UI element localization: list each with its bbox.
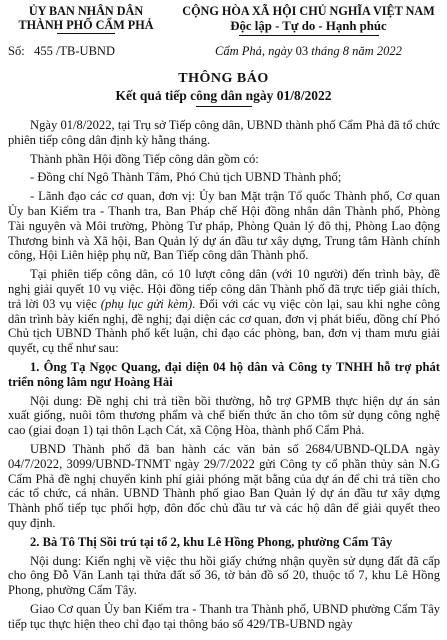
national-motto bbox=[170, 4, 447, 36]
paragraph: Nội dung: Kiến nghị về việc thu hồi giấy chứng nhận quyền sử dụng đất đã cấp cho ông Đỗ Văn Lanh tại thửa đất số 36, tờ bản đồ số 20, thuộc tổ 7, khu Lê Hồng Phong, phường Cẩm Tây. bbox=[8, 553, 440, 598]
paragraph: - Lãnh đạo các cơ quan, đơn vị: Ủy ban Mặt trận Tổ quốc Thành phố, Cơ quan Ủy ban Kiểm tra - Thanh tra, Ban Pháp chế Hội đồng nhân dân Thành phố, Phòng Tài nguyên và Môi trường, Phòng Tư pháp, Phòng Quản lý đô thị, Phòng Lao động Thương binh và Xã hội, Ban Quản lý dự án đầu tư xây dựng, Trung tâm Hành chính công, Hội Liên hiệp phụ nữ, Ban Tiếp công dân Thành phố. bbox=[8, 189, 440, 263]
issue-date: Cẩm Phả, ngày 03 tháng 8 năm 2022 bbox=[215, 44, 402, 58]
document-subtitle: Kết quả tiếp công dân ngày 01/8/2022 bbox=[115, 88, 332, 103]
paragraph: Giao Cơ quan Ủy ban Kiểm tra - Thanh tra Thành phố, UBND phường Cẩm Tây tiếp tục thực hiện theo chỉ đạo tại thông báo số 429/TB-UBND ngày bbox=[8, 601, 440, 631]
document-body bbox=[8, 118, 440, 636]
motto-line-1: CỘNG HÒA XÃ HỘI CHỦ NGHĨA VIỆT NAM bbox=[182, 4, 435, 18]
section-heading-1: 1. Ông Tạ Ngọc Quang, đại diện 04 hộ dân và Công ty TNHH hỗ trợ phát triển nông lâm ngư Hoàng Hải bbox=[8, 359, 440, 389]
agency-line-2: THÀNH PHỐ CẨM PHẢ bbox=[18, 18, 154, 32]
paragraph: Tại phiên tiếp công dân, có 10 lượt công dân (với 10 người) đến trình bày, đề nghị giải quyết 10 vụ việc. Hội đồng tiếp công dân Thành phố đã trực tiếp giải thích, trả lời 03 vụ việc (phụ lục gửi kèm). Đối với các vụ việc còn lại, sau khi nghe công dân trình bày kiến nghị, đề nghị; đại diện các cơ quan, đơn vị phát biểu, đồng chí Phó Chủ tịch UBND Thành phố kết luận, chỉ đạo các phòng, ban, đơn vị tham mưu giải quyết, cụ thể như sau: bbox=[8, 267, 440, 356]
issuing-agency bbox=[6, 4, 166, 34]
paragraph: UBND Thành phố đã ban hành các văn bản số 2684/UBND-QLDA ngày 04/7/2022, 3099/UBND-TNMT ngày 29/7/2022 gửi Công ty cổ phần thủy sản N.G Cẩm Phả đề nghị chuyển kinh phí giải phóng mặt bằng của dự án để chi trả tiền cho các tổ chức, cá nhân. UBND Thành phố giao Ban Quản lý dự án đầu tư xây dựng Thành phố tiếp tục phối hợp, đôn đốc chủ đầu tư và các hộ dân để giải quyết theo quy định. bbox=[8, 441, 440, 530]
paragraph: Thành phần Hội đồng Tiếp công dân gồm có: bbox=[30, 151, 259, 166]
document-title: THÔNG BÁO bbox=[178, 71, 269, 86]
paragraph: - Đồng chí Ngô Thành Tâm, Phó Chủ tịch UBND Thành phố; bbox=[30, 170, 342, 185]
motto-line-2: Độc lập - Tự do - Hạnh phúc bbox=[230, 19, 387, 33]
doc-number-value: 455 bbox=[34, 44, 53, 58]
section-heading-2: 2. Bà Tô Thị Sồi trú tại tổ 2, khu Lê Hồng Phong, phường Cẩm Tây bbox=[30, 534, 393, 549]
agency-underline bbox=[57, 33, 115, 34]
appendix-note: (phụ lục gửi kèm) bbox=[100, 296, 193, 311]
agency-line-1: ỦY BAN NHÂN DÂN bbox=[28, 4, 144, 18]
paragraph: Ngày 01/8/2022, tại Trụ sở Tiếp công dân, UBND thành phố Cẩm Phả đã tổ chức phiên tiếp công dân định kỳ hằng tháng. bbox=[8, 118, 440, 147]
paragraph: Nội dung: Đề nghị chi trả tiền bồi thường, hỗ trợ GPMB thực hiện dự án sản xuất giống, nuôi tôm thương phẩm và chế biến thức ăn cho tôm sử dụng công nghệ cao (giai đoạn 1) tại thôn Lạch Cát, xã Cộng Hòa, thành phố Cẩm Phả. bbox=[8, 393, 440, 438]
subtitle-underline bbox=[196, 106, 252, 107]
motto-underline bbox=[239, 35, 379, 36]
document-number: Số: 455 /TB-UBND bbox=[8, 44, 115, 58]
